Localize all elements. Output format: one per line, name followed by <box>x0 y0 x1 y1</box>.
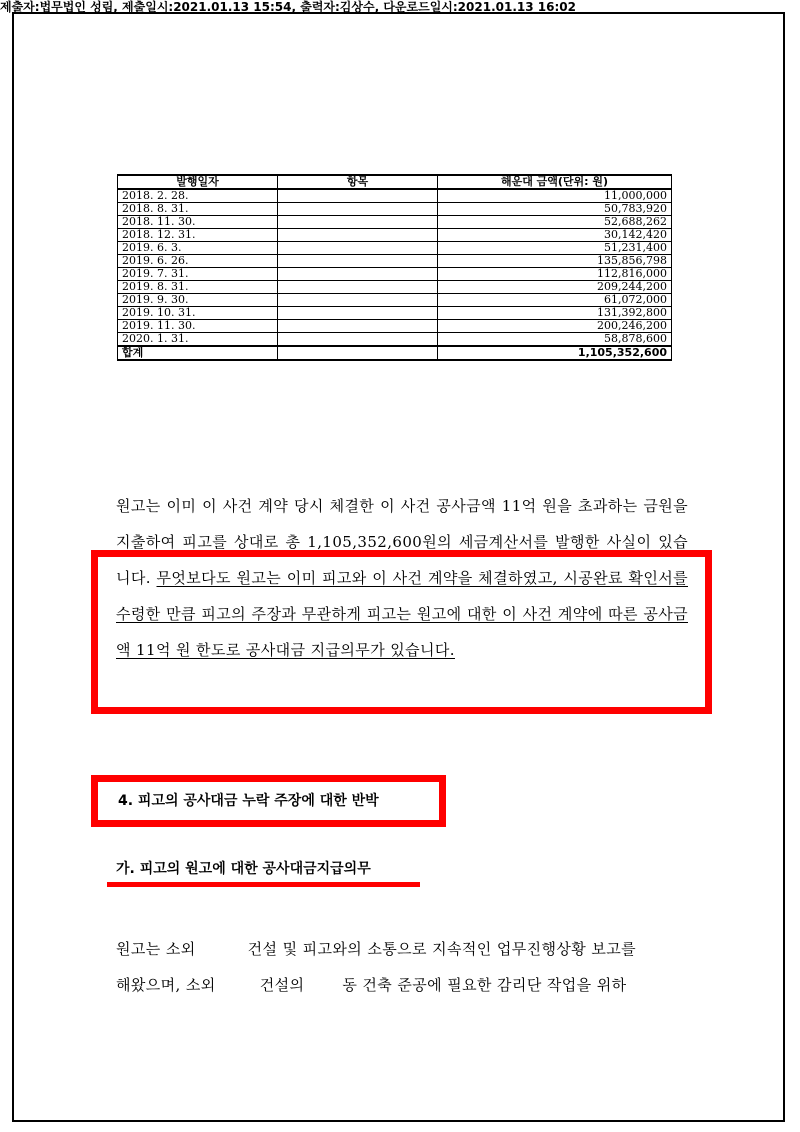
table-row <box>118 242 672 255</box>
table-total-row <box>118 346 672 360</box>
table-row <box>118 216 672 229</box>
table-row <box>118 307 672 320</box>
redacted-item-cell <box>278 268 438 281</box>
text-fragment: 건설의 <box>259 976 305 994</box>
issue-date-cell: 2018. 8. 31. <box>118 203 278 216</box>
amount-cell: 11,000,000 <box>438 189 672 203</box>
amount-cell: 58,878,600 <box>438 333 672 347</box>
red-underline-mark <box>107 882 420 887</box>
column-header-item: 항목 <box>278 175 438 189</box>
amount-cell: 61,072,000 <box>438 294 672 307</box>
issue-date-cell: 2019. 11. 30. <box>118 320 278 333</box>
amount-cell: 30,142,420 <box>438 229 672 242</box>
issue-date-cell: 2018. 2. 28. <box>118 189 278 203</box>
issue-date-cell: 2019. 10. 31. <box>118 307 278 320</box>
text-fragment: 해왔으며, 소외 <box>116 976 216 994</box>
amount-cell: 52,688,262 <box>438 216 672 229</box>
amount-cell: 209,244,200 <box>438 281 672 294</box>
paragraph-line <box>116 967 688 1003</box>
table-row <box>118 268 672 281</box>
issue-date-cell: 2019. 9. 30. <box>118 294 278 307</box>
section-4-heading: 4. 피고의 공사대금 누락 주장에 대한 반박 <box>91 775 446 827</box>
redacted-item-cell <box>278 346 438 360</box>
redacted-item-cell <box>278 294 438 307</box>
table-row <box>118 281 672 294</box>
text-fragment: 원고는 소외 <box>116 940 196 958</box>
amount-cell: 131,392,800 <box>438 307 672 320</box>
issue-date-cell: 2018. 11. 30. <box>118 216 278 229</box>
amount-cell: 135,856,798 <box>438 255 672 268</box>
issue-date-cell: 2019. 7. 31. <box>118 268 278 281</box>
table-row <box>118 203 672 216</box>
issue-date-cell: 2018. 12. 31. <box>118 229 278 242</box>
redacted-item-cell <box>278 229 438 242</box>
redacted-item-cell <box>278 307 438 320</box>
amount-cell: 51,231,400 <box>438 242 672 255</box>
document-submission-header: 제출자:법무법인 성림, 제출일시:2021.01.13 15:54, 출력자:김상수, 다운로드일시:2021.01.13 16:02 <box>0 0 576 14</box>
redacted-item-cell <box>278 242 438 255</box>
column-header-issue-date: 발행일자 <box>118 175 278 189</box>
red-highlight-box <box>91 550 712 714</box>
paragraph-underlined-text: 무엇보다도 원고는 이미 피고와 이 사건 계약을 체결하였고, 시공완료 확인서를 수령한 만큼 피고의 주장과 무관하게 피고는 원고에 대한 이 사건 계약에 따른 공사금액 11억 원 한도로 공사대금 지급의무가 있습니다. <box>116 569 688 659</box>
amount-cell: 112,816,000 <box>438 268 672 281</box>
table-row <box>118 229 672 242</box>
table-row <box>118 320 672 333</box>
redacted-item-cell <box>278 320 438 333</box>
redacted-item-cell <box>278 281 438 294</box>
paragraph-plain-text: 원고는 이미 이 사건 계약 당시 체결한 이 사건 공사금액 11억 원을 초과하는 금원을 지출하여 피고를 상대로 총 1,105,352,600원의 세금계산서를 발행한 사실이 있습니다. <box>116 497 688 587</box>
table-row <box>118 255 672 268</box>
issue-date-cell: 2020. 1. 31. <box>118 333 278 347</box>
amount-cell: 200,246,200 <box>438 320 672 333</box>
redacted-item-cell <box>278 255 438 268</box>
total-label-cell: 합계 <box>118 346 278 360</box>
redacted-item-cell <box>278 216 438 229</box>
text-fragment: 동 건축 준공에 필요한 감리단 작업을 위하 <box>342 976 627 994</box>
total-amount-cell: 1,105,352,600 <box>438 346 672 360</box>
text-fragment: 건설 및 피고와의 소통으로 지속적인 업무진행상황 보고를 <box>247 940 636 958</box>
paragraph-line <box>116 931 688 967</box>
issue-date-cell: 2019. 6. 3. <box>118 242 278 255</box>
amount-cell: 50,783,920 <box>438 203 672 216</box>
paragraph-progress-reporting <box>116 931 688 1003</box>
column-header-amount: 해운대 금액(단위: 원) <box>438 175 672 189</box>
table-row <box>118 189 672 203</box>
table-row <box>118 294 672 307</box>
subsection-heading: 가. 피고의 원고에 대한 공사대금지급의무 <box>116 861 371 877</box>
issue-date-cell: 2019. 6. 26. <box>118 255 278 268</box>
table-header-row <box>118 175 672 189</box>
redacted-item-cell <box>278 203 438 216</box>
table-row <box>118 333 672 347</box>
redacted-item-cell <box>278 189 438 203</box>
redacted-item-cell <box>278 333 438 347</box>
issue-date-cell: 2019. 8. 31. <box>118 281 278 294</box>
tax-invoice-table <box>117 174 672 361</box>
